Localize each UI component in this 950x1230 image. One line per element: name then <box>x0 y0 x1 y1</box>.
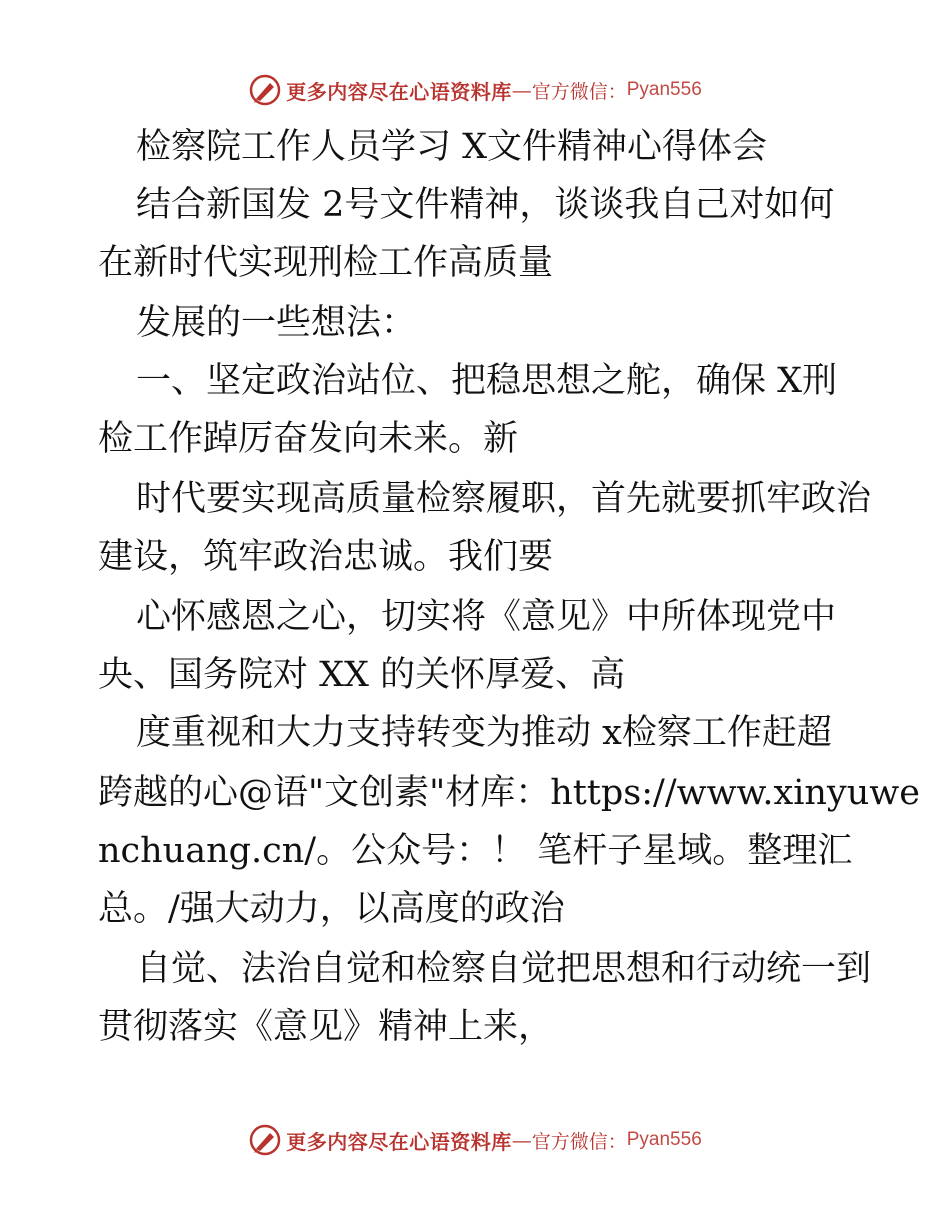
watermark-banner-top <box>0 70 950 110</box>
text-line: 跨越的心@语"文创素"材库：https://www.xinyuwe <box>98 773 920 813</box>
text-line: 心怀感恩之心，切实将《意见》中所体现党中 <box>136 597 837 637</box>
text-line: 发展的一些想法： <box>136 303 417 343</box>
banner-dash: — <box>511 1128 532 1152</box>
banner-main-text: 更多内容尽在心语资料库 <box>286 79 512 104</box>
text-line: 度重视和大力支持转变为推动 x检察工作赶超 <box>136 713 832 753</box>
banner-wechat-id: Pyan556 <box>626 1129 702 1150</box>
banner-wechat-id: Pyan556 <box>626 79 702 100</box>
text-line: 时代要实现高质量检察履职，首先就要抓牢政治 <box>136 479 872 519</box>
text-line: 自觉、法治自觉和检察自觉把思想和行动统一到 <box>136 949 872 989</box>
text-line: 检工作踔厉奋发向未来。新 <box>98 419 519 459</box>
document-title: 检察院工作人员学习 X文件精神心得体会 <box>136 127 768 167</box>
red-pen-logo-icon <box>248 73 282 107</box>
banner-sub-text: 官方微信： <box>531 1130 627 1153</box>
text-line: 建设，筑牢政治忠诚。我们要 <box>98 537 554 577</box>
text-line: nchuang.cn/。公众号：！ 笔杆子星域。整理汇 <box>98 831 853 871</box>
text-line: 央、国务院对 XX 的关怀厚爱、高 <box>98 655 626 695</box>
banner-main-text: 更多内容尽在心语资料库 <box>286 1129 512 1154</box>
text-line: 结合新国发 2号文件精神，谈谈我自己对如何 <box>136 185 835 225</box>
watermark-banner-bottom <box>0 1120 950 1160</box>
red-pen-logo-icon <box>248 1123 282 1157</box>
text-line: 一、坚定政治站位、把稳思想之舵，确保 X刑 <box>136 361 838 401</box>
text-line: 贯彻落实《意见》精神上来， <box>98 1007 554 1047</box>
banner-sub-text: 官方微信： <box>531 80 627 103</box>
text-line: 总。/强大动力，以高度的政治 <box>98 889 565 929</box>
text-line: 在新时代实现刑检工作高质量 <box>98 243 554 283</box>
banner-dash: — <box>511 78 532 102</box>
